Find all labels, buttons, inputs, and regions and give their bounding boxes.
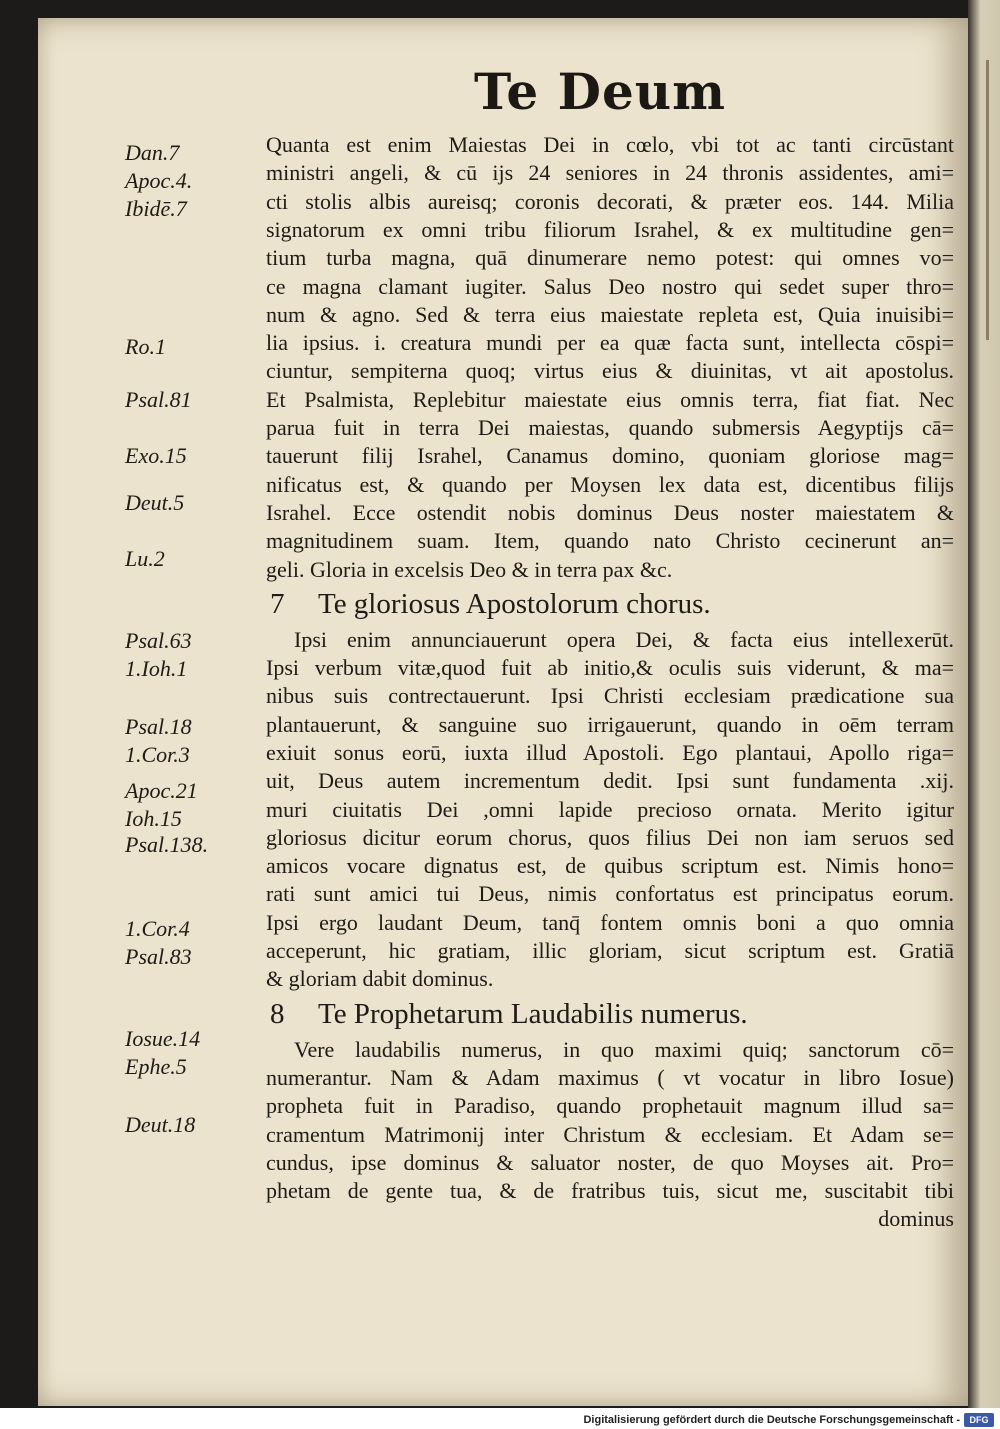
margin-reference: Exo.15 [125, 443, 187, 468]
margin-reference: Apoc.4. [125, 168, 193, 193]
text-line: Israhel. Ecce ostendit nobis dominus Deus noster maiestatem & [266, 500, 954, 525]
margin-reference: Psal.63 [125, 628, 192, 653]
text-line: cti stolis albis aureisq; coronis decorati, & præter eos. 144. Milia [266, 189, 954, 214]
footer-bar [0, 1411, 1000, 1429]
text-line: gloriosus dicitur eorum chorus, quos filius Dei non iam seruos sed [266, 825, 954, 850]
section-title: Te gloriosus Apostolorum chorus. [318, 588, 711, 620]
dfg-logo: DFG [964, 1413, 994, 1427]
text-line: Ipsi ergo laudant Deum, tanq̄ fontem omnis boni a quo omnia [266, 910, 954, 935]
margin-reference: Deut.5 [125, 490, 185, 515]
text-line: Quanta est enim Maiestas Dei in cœlo, vbi tot ac tanti circūstant [266, 132, 954, 157]
margin-reference: Iosue.14 [125, 1026, 201, 1051]
section-number: 7 [270, 588, 285, 620]
text-line: amicos vocare dignatus est, de quibus scriptum est. Nimis hono= [266, 853, 954, 878]
adjacent-page-edge [968, 0, 1000, 1408]
text-line: Vere laudabilis numerus, in quo maximi quiq; sanctorum cō= [294, 1037, 954, 1062]
text-line: signatorum ex omni tribu filiorum Israhel, & ex multitudine gen= [266, 217, 954, 242]
margin-reference: Psal.81 [125, 387, 192, 412]
text-line: ciuntur, sempiterna quoq; virtus eius & diuinitas, vt ait apostolus. [266, 358, 954, 383]
margin-reference: Psal.83 [125, 944, 192, 969]
text-line: plantauerunt, & sanguine suo irrigauerunt, quando in oēm terram [266, 712, 954, 737]
text-line: Ipsi verbum vitæ,quod fuit ab initio,& oculis suis viderunt, & ma= [266, 655, 954, 680]
text-line: & gloriam dabit dominus. [266, 966, 494, 991]
text-line: exiuit sonus eorū, iuxta illud Apostoli. Ego plantaui, Apollo riga= [266, 740, 954, 765]
margin-reference: Apoc.21 [125, 778, 198, 803]
text-line: num & agno. Sed & terra eius maiestate repleta est, Quia inuisibi= [266, 302, 954, 327]
text-line: Et Psalmista, Replebitur maiestate eius omnis terra, fiat fiat. Nec [266, 387, 954, 412]
text-line: propheta fuit in Paradiso, quando prophetauit magnum illud sa= [266, 1093, 954, 1118]
text-line: nificatus est, & quando per Moysen lex data est, dicentibus filijs [266, 472, 954, 497]
margin-reference: Psal.138. [125, 832, 209, 857]
section-heading [270, 998, 748, 1031]
margin-reference: Ro.1 [125, 334, 166, 359]
text-line: phetam de gente tua, & de fratribus tuis, sicut me, suscitabit tibi [266, 1178, 954, 1203]
section-title: Te Prophetarum Laudabilis numerus. [318, 998, 748, 1030]
text-line: ce magna clamant iugiter. Salus Deo nostro qui sedet super thro= [266, 274, 954, 299]
text-line: lia ipsius. i. creatura mundi per ea quæ facta sunt, intellecta cōspi= [266, 330, 954, 355]
text-line: dominus [878, 1206, 954, 1231]
margin-reference: 1.Cor.4 [125, 916, 190, 941]
margin-reference: Ephe.5 [125, 1054, 187, 1079]
text-line: tauerunt filij Israhel, Canamus domino, quoniam gloriose mag= [266, 443, 954, 468]
margin-reference: Ioh.15 [125, 806, 182, 831]
text-line: cundus, ipse dominus & saluator noster, de quo Moyses ait. Pro= [266, 1150, 954, 1175]
text-line: acceperunt, hic gratiam, illic gloriam, sicut scriptum est. Gratiā [266, 938, 954, 963]
text-line: muri ciuitatis Dei ,omni lapide precioso ornata. Merito igitur [266, 797, 954, 822]
text-line: rati sunt amici tui Deus, nimis confortatus est principatus eorum. [266, 881, 954, 906]
text-line: tium turba magna, quā dinumerare nemo potest: qui omnes vo= [266, 245, 954, 270]
margin-reference: Ibidē.7 [125, 196, 187, 221]
section-heading [270, 588, 711, 621]
text-line: nibus suis contrectauerunt. Ipsi Christi ecclesiam prædicatione sua [266, 683, 954, 708]
text-line: numerantur. Nam & Adam maximus ( vt vocatur in libro Iosue) [266, 1065, 954, 1090]
margin-reference: Psal.18 [125, 714, 192, 739]
margin-reference: 1.Ioh.1 [125, 656, 188, 681]
margin-reference: 1.Cor.3 [125, 742, 190, 767]
page-heading: Te Deum [473, 62, 727, 121]
footer-credit: Digitalisierung gefördert durch die Deutsche Forschungsgemeinschaft - [583, 1414, 960, 1426]
text-line: magnitudinem suam. Item, quando nato Christo cecinerunt an= [266, 528, 954, 553]
margin-reference: Lu.2 [125, 546, 165, 571]
text-line: parua fuit in terra Dei maiestas, quando submersis Aegyptijs cā= [266, 415, 954, 440]
text-line: uit, Deus autem incrementum dedit. Ipsi sunt fundamenta .xij. [266, 768, 954, 793]
text-line: cramentum Matrimonij inter Christum & ecclesiam. Et Adam se= [266, 1122, 954, 1147]
text-line: geli. Gloria in excelsis Deo & in terra pax &c. [266, 557, 673, 582]
margin-reference: Deut.18 [125, 1112, 196, 1137]
section-number: 8 [270, 998, 285, 1030]
margin-reference: Dan.7 [125, 140, 180, 165]
text-line: ministri angeli, & cū ijs 24 seniores in 24 thronis assidentes, ami= [266, 160, 954, 185]
text-line: Ipsi enim annunciauerunt opera Dei, & facta eius intellexerūt. [294, 627, 954, 652]
